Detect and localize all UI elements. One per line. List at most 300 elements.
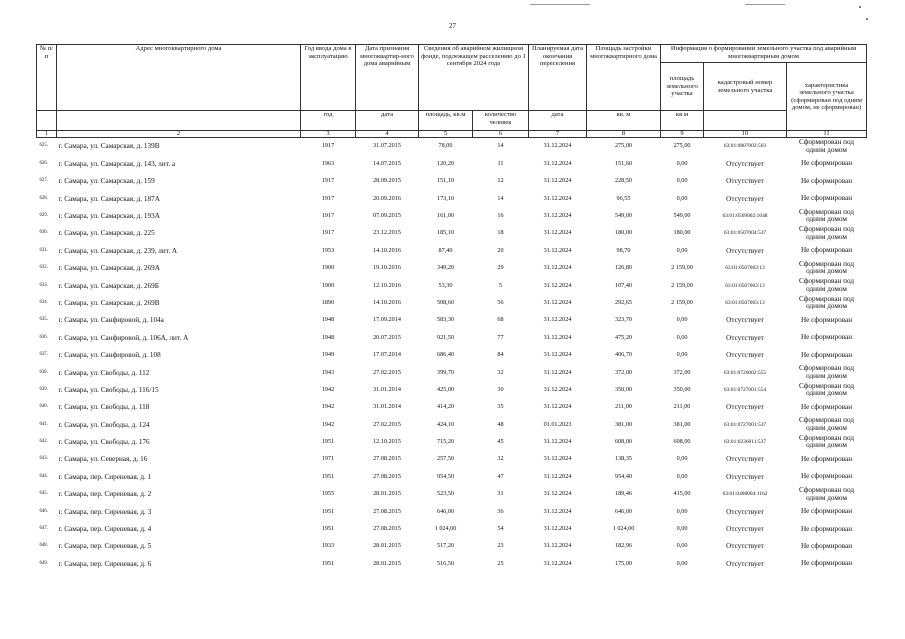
row-address: г. Самара, ул. Санфировой, д. 108 [58,351,161,360]
row-cadastral: Отсутствует [726,403,764,412]
row-area: 715,20 [436,438,454,446]
row-recognition-date: 31.01.2014 [373,403,401,411]
row-year: 1963 [321,159,335,167]
row-planned-end: 31.12.2024 [543,455,572,463]
row-status: Сформирован под одним домом [798,433,855,450]
unit-people: количество человек [473,111,529,131]
row-planned-end: 31.12.2024 [543,403,572,411]
row-build-area: 475,20 [614,333,632,341]
row-recognition-date: 27.02.2015 [373,368,401,376]
row-people: 47 [497,472,504,480]
row-area: 78,00 [438,142,453,150]
row-recognition-date: 28.01.2015 [373,542,401,550]
row-status: Не сформирован [800,507,853,516]
row-build-area: 646,00 [614,507,632,515]
row-build-area: 350,00 [614,385,632,393]
unit-area: площадь, кв.м [419,111,473,131]
row-address: г. Самара, ул. Свободы, д. 118 [58,403,150,412]
row-address: г. Самара, пер. Сиреневая, д. 1 [58,472,152,481]
row-people: 20 [497,246,504,254]
row-build-area: 138,35 [614,455,632,463]
row-people: 30 [497,385,504,393]
row-area: 686,40 [436,351,454,359]
column-number: 2 [57,131,301,138]
row-address: г. Самара, ул. Самарская, д. 139В [58,142,160,151]
row-planned-end: 31.12.2024 [543,438,572,446]
row-cadastral: 63:01:0726002:555 [723,369,767,376]
row-cadastral: 63:01:0509002:1048 [722,213,768,219]
unit-empty [37,111,57,131]
row-cadastral: Отсутствует [726,316,764,325]
row-number: 638. [39,369,48,375]
row-address: г. Самара, пер. Сиреневая, д. 5 [58,542,152,551]
row-land-area: 0,00 [676,507,688,515]
row-area: 424,10 [436,420,454,428]
row-land-area: 275,00 [673,142,691,150]
row-year: 1948 [321,316,335,324]
row-number: 646. [39,508,48,514]
row-number: 629. [39,213,48,218]
row-number: 649. [39,560,48,566]
row-status: Сформирован под одним домом [798,381,855,398]
table-row [37,486,867,503]
row-land-area: 0,00 [676,525,688,533]
row-build-area: 292,65 [614,298,632,306]
row-area: 954,50 [436,472,454,480]
table-row [37,538,867,555]
row-planned-end: 31.12.2024 [543,264,572,272]
column-number: 4 [356,131,419,138]
row-year: 1917 [321,229,335,237]
emergency-housing-table [36,44,867,573]
table-row [37,225,867,242]
row-number: 634. [39,299,48,305]
row-address: г. Самара, ул. Самарская, д. 269В [58,298,160,307]
row-land-area: 2 159,00 [671,298,693,306]
row-recognition-date: 27.08.2015 [373,472,401,480]
row-cadastral: Отсутствует [726,351,764,360]
row-planned-end: 31.12.2024 [543,385,572,393]
row-people: 14 [497,142,504,150]
row-area: 583,30 [436,316,454,324]
row-cadastral: Отсутствует [726,507,764,516]
row-year: 1971 [321,455,335,463]
table-row [37,399,867,416]
table-body [37,138,867,573]
row-recognition-date: 07.09.2015 [373,212,401,219]
row-address: г. Самара, ул. Самарская, д. 187А [58,194,160,203]
row-address: г. Самара, пер. Сиреневая, д. 2 [58,490,152,499]
row-land-area: 2 159,00 [671,281,693,289]
row-planned-end: 31.12.2024 [543,351,572,359]
row-number: 641. [39,421,48,427]
unit-year: год [301,111,356,131]
column-numbers-row [37,131,867,138]
row-land-area: 180,00 [673,229,691,237]
row-number: 640. [39,404,48,410]
row-build-area: 381,00 [614,420,632,428]
row-status: Сформирован под одним домом [798,416,855,432]
row-build-area: 1 024,00 [612,525,635,533]
row-address: г. Самара, ул. Свободы, д. 112 [58,368,150,377]
row-land-area: 0,00 [676,159,688,167]
row-land-area: 415,00 [673,490,691,498]
row-number: 635. [39,317,48,323]
row-cadastral: Отсутствует [726,559,764,568]
row-recognition-date: 14.10.2016 [373,298,401,306]
row-number: 636. [39,334,48,340]
header-emergency-fund: Сведения об аварийном жилищном фонде, подлежащем расселению до 1 сентября 2024 года [419,45,529,111]
row-cadastral: Отсутствует [726,246,764,255]
row-people: 14 [497,194,504,202]
row-status: Сформирован под одним домом [798,294,855,311]
unit-sqm-land: кв.м [661,111,704,131]
row-planned-end: 31.12.2024 [543,490,572,498]
row-recognition-date: 27.08.2015 [373,455,401,463]
row-planned-end: 31.12.2024 [543,212,572,219]
row-year: 1900 [321,281,335,289]
row-status: Не сформирован [800,176,853,185]
row-status: Не сформирован [800,159,853,168]
row-build-area: 175,00 [614,559,632,567]
row-year: 1949 [321,351,335,359]
row-number: 633. [39,282,48,288]
row-build-area: 608,00 [614,438,632,446]
row-area: 161,00 [436,212,454,219]
row-build-area: 406,70 [614,351,632,359]
table-row [37,347,867,364]
scan-artifact-dot [866,18,868,20]
row-land-area: 2 159,00 [671,264,693,272]
row-land-area: 0,00 [676,194,688,202]
table-row [37,451,867,468]
row-year: 1917 [321,212,335,219]
table-row [37,138,867,156]
row-year: 1942 [321,385,335,393]
row-area: 523,50 [436,490,454,498]
row-cadastral: Отсутствует [726,525,764,534]
row-build-area: 372,00 [614,368,632,376]
row-status: Сформирован под одним домом [798,364,855,380]
table-row [37,521,867,538]
row-number: 632. [39,265,48,271]
row-build-area: 549,00 [614,212,632,219]
unit-sqm: кв. м [587,111,661,131]
row-area: 257,50 [436,455,454,463]
header-year: Год ввода дома в эксплуатацию [301,45,356,111]
row-number: 648. [39,543,48,549]
row-planned-end: 31.12.2024 [543,368,572,376]
row-status: Не сформирован [800,472,853,481]
column-number: 6 [473,131,529,138]
row-land-area: 0,00 [676,542,688,550]
row-people: 12 [497,177,504,185]
row-address: г. Самара, ул. Самарская, д. 269А [58,264,160,273]
row-recognition-date: 28.01.2015 [373,490,401,498]
row-year: 1917 [321,142,335,150]
row-land-area: 0,00 [676,246,688,254]
row-address: г. Самара, ул. Санфировой, д. 106А, лит. А [58,333,189,342]
header-land-info: Информация о формировании земельного участка под аварийным многоквартирным домом [661,45,867,63]
row-address: г. Самара, ул. Самарская, д. 269Б [58,281,159,290]
row-planned-end: 31.12.2024 [543,298,572,306]
row-build-area: 96,55 [616,194,631,202]
row-land-area: 0,00 [676,455,688,463]
row-address: г. Самара, ул. Самарская, д. 159 [58,177,155,186]
row-recognition-date: 31.01.2014 [373,385,401,393]
row-area: 151,10 [436,177,454,185]
row-address: г. Самара, ул. Санфировой, д. 104а [58,316,164,325]
row-cadastral: 63:01:0727001:554 [723,386,767,393]
row-build-area: 211,00 [615,403,632,411]
row-number: 647. [39,526,48,532]
column-number: 1 [37,131,57,138]
row-year: 1951 [321,472,335,480]
scan-artifact-line [530,4,590,5]
unit-empty [704,111,787,131]
column-number: 9 [661,131,704,138]
row-address: г. Самара, ул. Свободы, д. 176 [58,438,150,447]
row-build-area: 954,40 [614,472,632,480]
row-status: Не сформирован [800,524,853,533]
row-people: 5 [498,281,503,289]
column-number: 11 [787,131,867,138]
row-area: 516,50 [436,559,454,567]
row-recognition-date: 20.07.2015 [373,333,401,341]
row-people: 11 [497,159,504,167]
row-year: 1948 [321,333,335,341]
row-build-area: 107,40 [614,281,632,289]
row-people: 56 [497,298,504,306]
row-build-area: 98,70 [616,246,631,254]
row-status: Сформирован под одним домом [798,486,855,502]
row-people: 18 [497,229,504,237]
row-land-area: 350,00 [673,385,691,393]
row-year: 1942 [321,420,335,428]
row-cadastral: 63:01:0507003:13 [725,282,765,289]
row-recognition-date: 20.09.2016 [373,194,401,202]
row-people: 84 [497,351,504,359]
row-recognition-date: 14.10.2016 [373,246,401,254]
row-cadastral: 63:01:0507004:537 [723,230,767,237]
row-status: Не сформирован [800,402,853,411]
row-year: 1933 [321,542,335,550]
header-recognition-date: Дата признания многоквартир-ного дома аварийным [356,45,419,111]
row-year: 1900 [321,264,335,272]
row-number: 628. [39,195,48,201]
row-land-area: 381,00 [673,420,691,428]
row-status: Сформирован под одним домом [798,259,855,276]
row-recognition-date: 27.08.2015 [373,507,401,515]
row-status: Не сформирован [800,350,853,359]
units-row [37,111,867,131]
row-people: 31 [497,490,504,498]
row-area: 425,00 [436,385,454,393]
subheader-land-area: площадь земельного участка [661,63,704,111]
row-address: г. Самара, ул. Самарская, д. 225 [58,229,155,238]
row-people: 25 [497,559,504,567]
row-people: 16 [497,212,504,219]
row-recognition-date: 27.08.2015 [373,525,401,533]
row-area: 87,40 [438,246,453,254]
row-number: 637. [39,352,48,358]
row-recognition-date: 28.09.2015 [373,177,401,185]
header-build-area: Площадь застройки многоквартирного дома [587,45,661,111]
row-number: 626. [39,160,48,166]
row-people: 29 [497,264,504,272]
row-recognition-date: 17.09.2014 [373,316,401,324]
row-status: Не сформирован [800,333,853,342]
row-number: 639. [39,386,48,392]
row-year: 1955 [321,490,335,498]
row-cadastral: 63:01:0727001:537 [723,421,767,428]
row-land-area: 0,00 [676,177,688,185]
row-status: Не сформирован [800,559,853,568]
subheader-characteristic: характеристика земельного участка (сформирован под одним домом, не сформирован) [787,63,867,131]
row-people: 48 [497,420,504,428]
row-land-area: 211,00 [673,403,691,411]
row-address: г. Самара, ул. Самарская, д. 193А [58,212,160,220]
row-land-area: 0,00 [676,472,688,480]
row-year: 1951 [321,559,335,567]
unit-empty [57,111,301,131]
row-land-area: 0,00 [676,559,688,567]
row-planned-end: 31.12.2024 [543,333,572,341]
row-status: Сформирован под одним домом [798,225,855,241]
row-build-area: 275,00 [614,142,632,150]
row-land-area: 372,00 [673,368,691,376]
row-address: г. Самара, ул. Самарская, д. 143, лит. а [58,159,176,168]
unit-date-end: дата [529,111,587,131]
row-area: 517,20 [436,542,454,550]
row-number: 644. [39,473,48,479]
row-year: 1951 [321,507,335,515]
row-build-area: 126,80 [614,264,632,272]
row-build-area: 151,60 [614,159,632,167]
row-cadastral: Отсутствует [726,177,764,186]
row-build-area: 189,46 [614,490,632,498]
table-row [37,416,867,433]
row-land-area: 549,00 [673,212,691,219]
row-area: 508,60 [436,298,454,306]
row-people: 35 [497,403,504,411]
row-area: 185,10 [436,229,454,237]
table-row [37,503,867,520]
row-recognition-date: 27.02.2015 [373,420,401,428]
row-year: 1953 [321,246,335,254]
row-people: 54 [497,525,504,533]
table-row [37,155,867,172]
row-planned-end: 31.12.2024 [543,559,572,567]
row-number: 645. [39,491,48,497]
row-area: 173,10 [436,194,454,202]
row-address: г. Самара, пер. Сиреневая, д. 3 [58,507,152,516]
row-cadastral: Отсутствует [726,472,764,481]
scan-artifact-dot [859,6,861,8]
row-cadastral: Отсутствует [726,159,764,168]
scan-artifact-line [745,4,785,5]
row-area: 120,20 [436,159,454,167]
row-cadastral: 63:01:0507003:13 [725,265,765,272]
table-row [37,434,867,451]
row-address: г. Самара, ул. Свободы, д. 116/15 [58,385,159,394]
row-address: г. Самара, ул. Самарская, д. 239, лит. А [58,246,178,255]
row-status: Сформирован под одним домом [798,138,855,154]
row-recognition-date: 12.10.2015 [373,438,401,446]
table-row [37,242,867,259]
row-recognition-date: 12.10.2016 [373,281,401,289]
row-build-area: 323,70 [614,316,632,324]
row-planned-end: 31.12.2024 [543,542,572,550]
row-land-area: 608,00 [673,438,691,446]
column-number: 8 [587,131,661,138]
row-planned-end: 31.12.2024 [543,229,572,237]
subheader-cadastral: кадастровый номер земельного участка [704,63,787,111]
row-recognition-date: 31.07.2015 [373,142,401,150]
row-status: Не сформирован [800,541,853,550]
row-planned-end: 31.12.2024 [543,281,572,289]
header-address: Адрес многоквартирного дома [57,45,301,111]
row-people: 36 [497,507,504,515]
row-planned-end: 31.12.2024 [543,507,572,515]
row-status: Не сформирован [800,454,853,463]
row-area: 921,50 [436,333,454,341]
column-number: 5 [419,131,473,138]
row-status: Сформирован под одним домом [798,277,855,293]
row-planned-end: 31.12.2024 [543,246,572,254]
table-row [37,364,867,381]
row-status: Сформирован под одним домом [798,207,855,224]
header-planned-end: Планируемая дата окончания переселения [529,45,587,111]
table-row [37,190,867,207]
row-planned-end: 31.12.2024 [543,316,572,324]
row-area: 414,20 [436,403,454,411]
row-year: 1890 [321,298,335,306]
row-cadastral: Отсутствует [726,455,764,464]
header-no: № п/п [37,45,57,111]
row-planned-end: 31.12.2024 [543,194,572,202]
row-status: Не сформирован [800,246,853,255]
row-people: 68 [497,316,504,324]
row-status: Не сформирован [800,194,853,203]
row-planned-end: 31.12.2024 [543,472,572,480]
table-row [37,295,867,312]
row-planned-end: 01.01.2023 [543,420,572,428]
row-land-area: 0,00 [676,316,688,324]
row-status: Не сформирован [800,315,853,324]
row-address: г. Самара, пер. Сиреневая, д. 4 [58,525,152,534]
column-number: 7 [529,131,587,138]
unit-date: дата [356,111,419,131]
page-number: 27 [449,22,456,30]
row-area: 399,70 [436,368,454,376]
row-people: 77 [497,333,504,341]
row-people: 32 [497,455,504,463]
row-number: 627. [39,178,48,184]
row-year: 1943 [321,368,335,376]
row-area: 1 024,00 [434,525,457,533]
row-recognition-date: 17.07.2014 [373,351,401,359]
table-row [37,260,867,277]
row-cadastral: 63:01:0507003:13 [725,299,765,306]
row-people: 45 [497,438,504,446]
row-area: 646,00 [436,507,454,515]
row-area: 349,20 [436,264,454,272]
row-number: 643. [39,456,48,462]
table-row [37,555,867,572]
row-cadastral: 63:01:0807002:503 [723,143,767,150]
row-cadastral: Отсутствует [726,194,764,203]
